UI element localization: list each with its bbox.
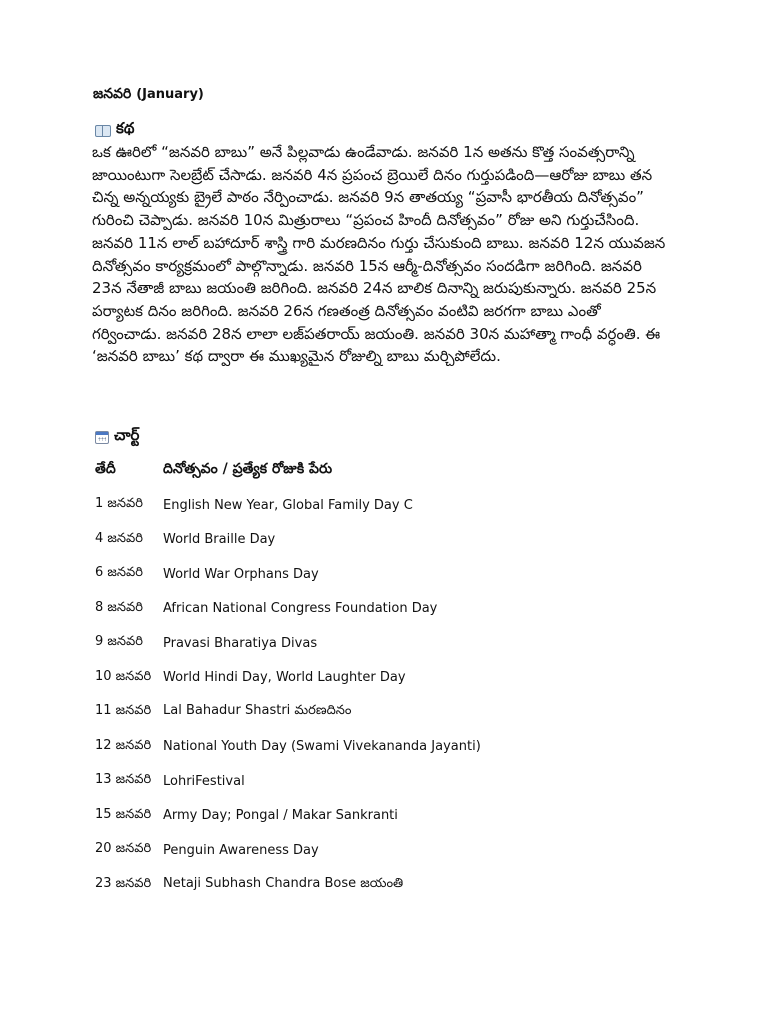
row-date: 8 జనవరి <box>95 599 143 615</box>
table-row <box>95 730 695 765</box>
days-table <box>95 459 695 902</box>
row-day-name: World Hindi Day, World Laughter Day <box>163 670 406 686</box>
table-row <box>95 695 695 730</box>
table-row <box>95 626 695 661</box>
row-date: 20 జనవరి <box>95 841 152 857</box>
chart-heading <box>95 426 139 448</box>
story-paragraph: ఒక ఊరిలో “జనవరి బాబు” అనే పిల్లవాడు ఉండేవాడు. జనవరి 1న అతను కొత్త సంవత్సరాన్ని జాయింటుగా సెలబ్రేట్ చేసాడు. జనవరి 4న ప్రపంచ బ్రెయిలే దినం గుర్తుపడింది—ఆరోజు బాబు తన చిన్న అన్నయ్యకు బ్రైలే పాఠం నేర్పించాడు. జనవరి 9న తాతయ్య “ప్రవాసీ భారతీయ దినోత్సవం” గురించి చెప్పాడు. జనవరి 10న మిత్రురాలు “ప్రపంచ హిందీ దినోత్సవం” రోజు అని గుర్తుచేసింది. జనవరి 11న లాల్ బహాదూర్ శాస్త్రి గారి మరణదినం గుర్తు చేసుకుంది బాబు. జనవరి 12న యువజన దినోత్సవం కార్యక్రమంలో పాల్గొన్నాడు. జనవరి 15న ఆర్మీ-దినోత్సవం సందడిగా జరిగింది. జనవరి 23న నేతాజీ బాబు జయంతి జరిగింది. జనవరి 24న బాలిక దినాన్ని జరుపుకున్నారు. జనవరి 25న పర్యాటక దినం జరిగింది. జనవరి 26న గణతంత్ర దినోత్సవం వంటివి జరగగా బాబు ఎంతో గర్వించాడు. జనవరి 28న లాలా లజ్‌పతరాయ్ జయంతి. జనవరి 30న మహాత్మా గాంధీ వర్ధంతి. ఈ ‘జనవరి బాబు’ కథ ద్వారా ఈ ముఖ్యమైన రోజుల్ని బాబు మర్చిపోలేదు. <box>92 143 666 366</box>
table-row <box>95 764 695 799</box>
page-title-english: (January) <box>136 87 204 102</box>
row-day-name: Lal Bahadur Shastri మరణదినం <box>163 703 352 719</box>
chart-heading-label: చార్ట్ <box>114 426 140 444</box>
table-row <box>95 488 695 523</box>
row-date: 1 జనవరి <box>95 496 143 512</box>
row-day-name: LohriFestival <box>163 773 245 789</box>
page-title-telugu: జనవరి <box>93 86 132 102</box>
row-date: 13 జనవరి <box>95 772 152 788</box>
page-title <box>93 86 204 105</box>
row-date: 4 జనవరి <box>95 530 143 546</box>
row-day-name: Penguin Awareness Day <box>163 842 319 858</box>
row-date: 6 జనవరి <box>95 565 143 581</box>
story-heading <box>95 119 134 141</box>
row-date: 9 జనవరి <box>95 634 143 650</box>
open-book-icon <box>95 124 111 136</box>
row-day-name: Army Day; Pongal / Makar Sankranti <box>163 808 398 824</box>
row-day-name: World Braille Day <box>163 532 276 548</box>
table-row <box>95 523 695 558</box>
row-date: 12 జనవరి <box>95 737 152 753</box>
row-day-name: Netaji Subhash Chandra Bose జయంతి <box>163 875 404 891</box>
row-day-name: Pravasi Bharatiya Divas <box>163 635 318 651</box>
table-row <box>95 799 695 834</box>
column-header-date: తేదీ <box>95 460 116 477</box>
row-day-name: World War Orphans Day <box>163 566 319 582</box>
row-day-name: English New Year, Global Family Day C <box>163 497 413 513</box>
row-date: 11 జనవరి <box>95 703 152 719</box>
calendar-icon <box>95 431 109 444</box>
table-row <box>95 868 695 903</box>
row-day-name: African National Congress Foundation Day <box>163 601 438 617</box>
table-row <box>95 557 695 592</box>
table-row <box>95 833 695 868</box>
table-header <box>95 459 695 481</box>
row-day-name: National Youth Day (Swami Vivekananda Jayanti) <box>163 739 481 755</box>
column-header-day-name: దినోత్సవం / ప్రత్యేక రోజుకి పేరు <box>163 460 333 477</box>
row-date: 23 జనవరి <box>95 875 152 891</box>
table-row <box>95 661 695 696</box>
table-row <box>95 592 695 627</box>
row-date: 10 జనవరి <box>95 668 152 684</box>
table-body <box>95 488 695 902</box>
story-heading-label: కథ <box>116 119 135 137</box>
row-date: 15 జనవరి <box>95 806 152 822</box>
